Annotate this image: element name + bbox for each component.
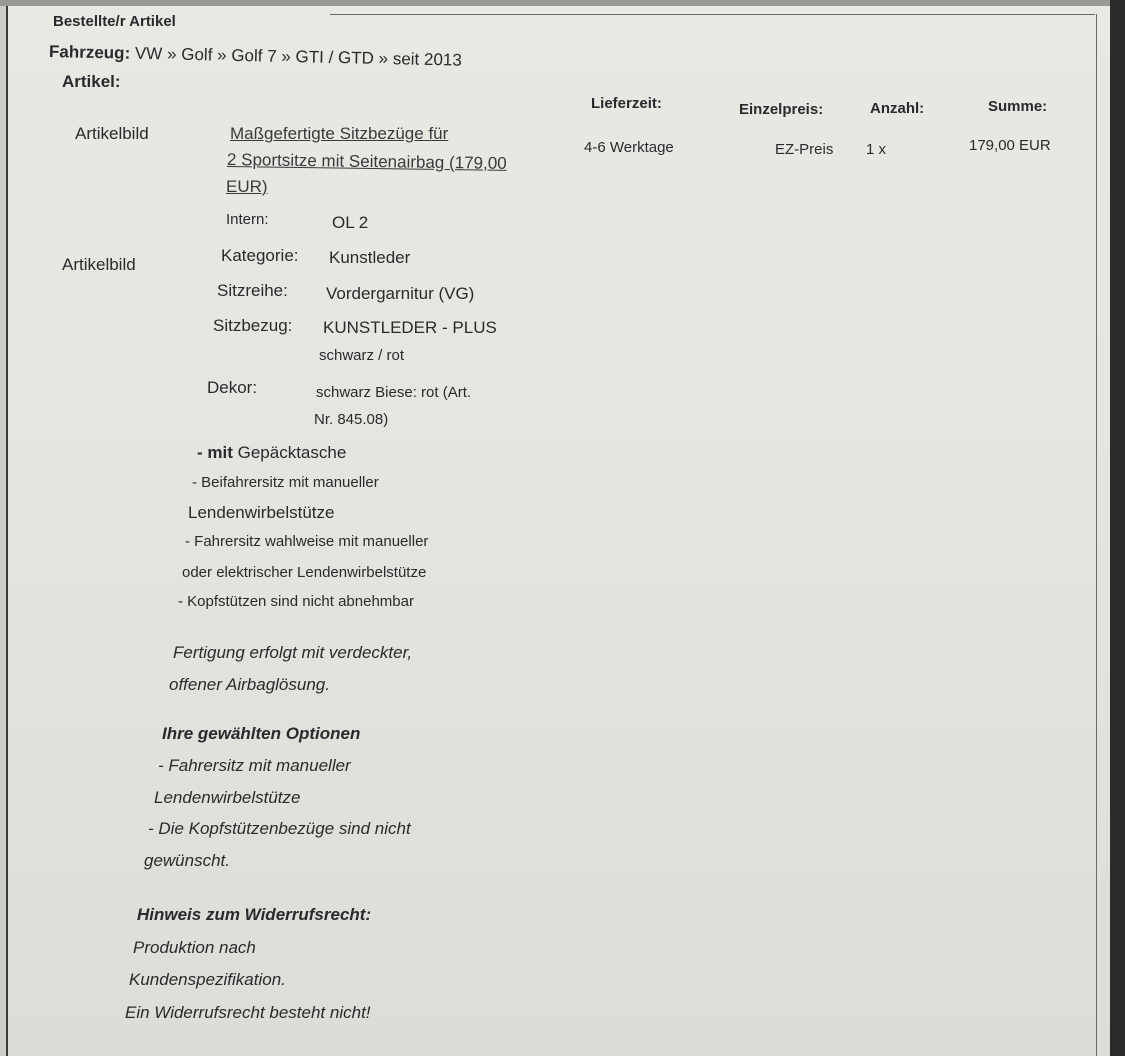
fertigung-line-1: Fertigung erfolgt mit verdeckter, — [173, 643, 413, 662]
col-lieferzeit: Lieferzeit: — [591, 95, 662, 112]
feature-line-5: oder elektrischer Lendenwirbelstütze — [182, 564, 427, 581]
sitzbezug-value-2: schwarz / rot — [319, 347, 405, 364]
col-summe: Summe: — [988, 98, 1048, 115]
sitzreihe-label: Sitzreihe: — [217, 281, 288, 300]
right-edge-shadow — [1110, 0, 1125, 1056]
item-name-link-1[interactable]: Maßgefertigte Sitzbezüge für — [230, 124, 449, 143]
item-name-link-2[interactable]: 2 Sportsitze mit Seitenairbag (179,00 — [226, 150, 507, 173]
sitzbezug-value-1: KUNSTLEDER - PLUS — [323, 318, 497, 337]
order-sheet — [6, 0, 1110, 1056]
withdrawal-line-3: Ein Widerrufsrecht besteht nicht! — [125, 1003, 371, 1022]
withdrawal-line-1: Produktion nach — [133, 938, 256, 957]
item-image-label: Artikelbild — [75, 124, 149, 143]
item-image-label-2: Artikelbild — [62, 255, 136, 274]
feature-line-6: - Kopfstützen sind nicht abnehmbar — [178, 593, 414, 610]
options-title: Ihre gewählten Optionen — [162, 724, 361, 743]
col-einzelpreis: Einzelpreis: — [739, 101, 824, 118]
dekor-label: Dekor: — [207, 378, 258, 397]
options-line-4: gewünscht. — [144, 851, 230, 870]
col-anzahl: Anzahl: — [870, 100, 925, 117]
item-anzahl: 1 x — [866, 141, 887, 158]
fertigung-line-2: offener Airbaglösung. — [169, 675, 330, 694]
options-line-2: Lendenwirbelstütze — [154, 788, 301, 807]
kategorie-label: Kategorie: — [221, 246, 299, 265]
item-lieferzeit: 4-6 Werktage — [584, 139, 674, 156]
intern-label: Intern: — [226, 211, 269, 228]
top-edge — [0, 0, 1125, 6]
dekor-value-1: schwarz Biese: rot (Art. — [316, 384, 472, 401]
vehicle-label: Fahrzeug: — [48, 42, 131, 63]
withdrawal-title: Hinweis zum Widerrufsrecht: — [137, 905, 372, 924]
feature-line-4: - Fahrersitz wahlweise mit manueller — [185, 533, 429, 550]
item-einzelpreis: EZ-Preis — [775, 141, 834, 158]
feature-line-1-bold: - mit — [197, 443, 233, 462]
vehicle-path: VW » Golf » Golf 7 » GTI / GTD » seit 2013 — [134, 43, 462, 70]
section-title: Bestellte/r Artikel — [53, 13, 176, 30]
article-label: Artikel: — [62, 72, 121, 91]
top-divider — [330, 14, 1095, 15]
options-line-1: - Fahrersitz mit manueller — [158, 756, 351, 775]
feature-line-1-rest: Gepäcktasche — [232, 443, 347, 462]
sitzbezug-label: Sitzbezug: — [213, 316, 293, 335]
options-line-3: - Die Kopfstützenbezüge sind nicht — [148, 819, 411, 838]
kategorie-value: Kunstleder — [329, 248, 411, 267]
feature-line-3: Lendenwirbelstütze — [188, 503, 335, 522]
item-name-link-3[interactable]: EUR) — [226, 177, 268, 196]
feature-line-2: - Beifahrersitz mit manueller — [192, 474, 379, 491]
sitzreihe-value: Vordergarnitur (VG) — [326, 284, 475, 303]
withdrawal-line-2: Kundenspezifikation. — [129, 970, 286, 989]
dekor-value-2: Nr. 845.08) — [314, 411, 389, 428]
item-summe: 179,00 EUR — [969, 137, 1051, 154]
right-border-line — [1096, 14, 1097, 1056]
feature-line-1 — [197, 443, 346, 463]
intern-value: OL 2 — [332, 213, 369, 232]
